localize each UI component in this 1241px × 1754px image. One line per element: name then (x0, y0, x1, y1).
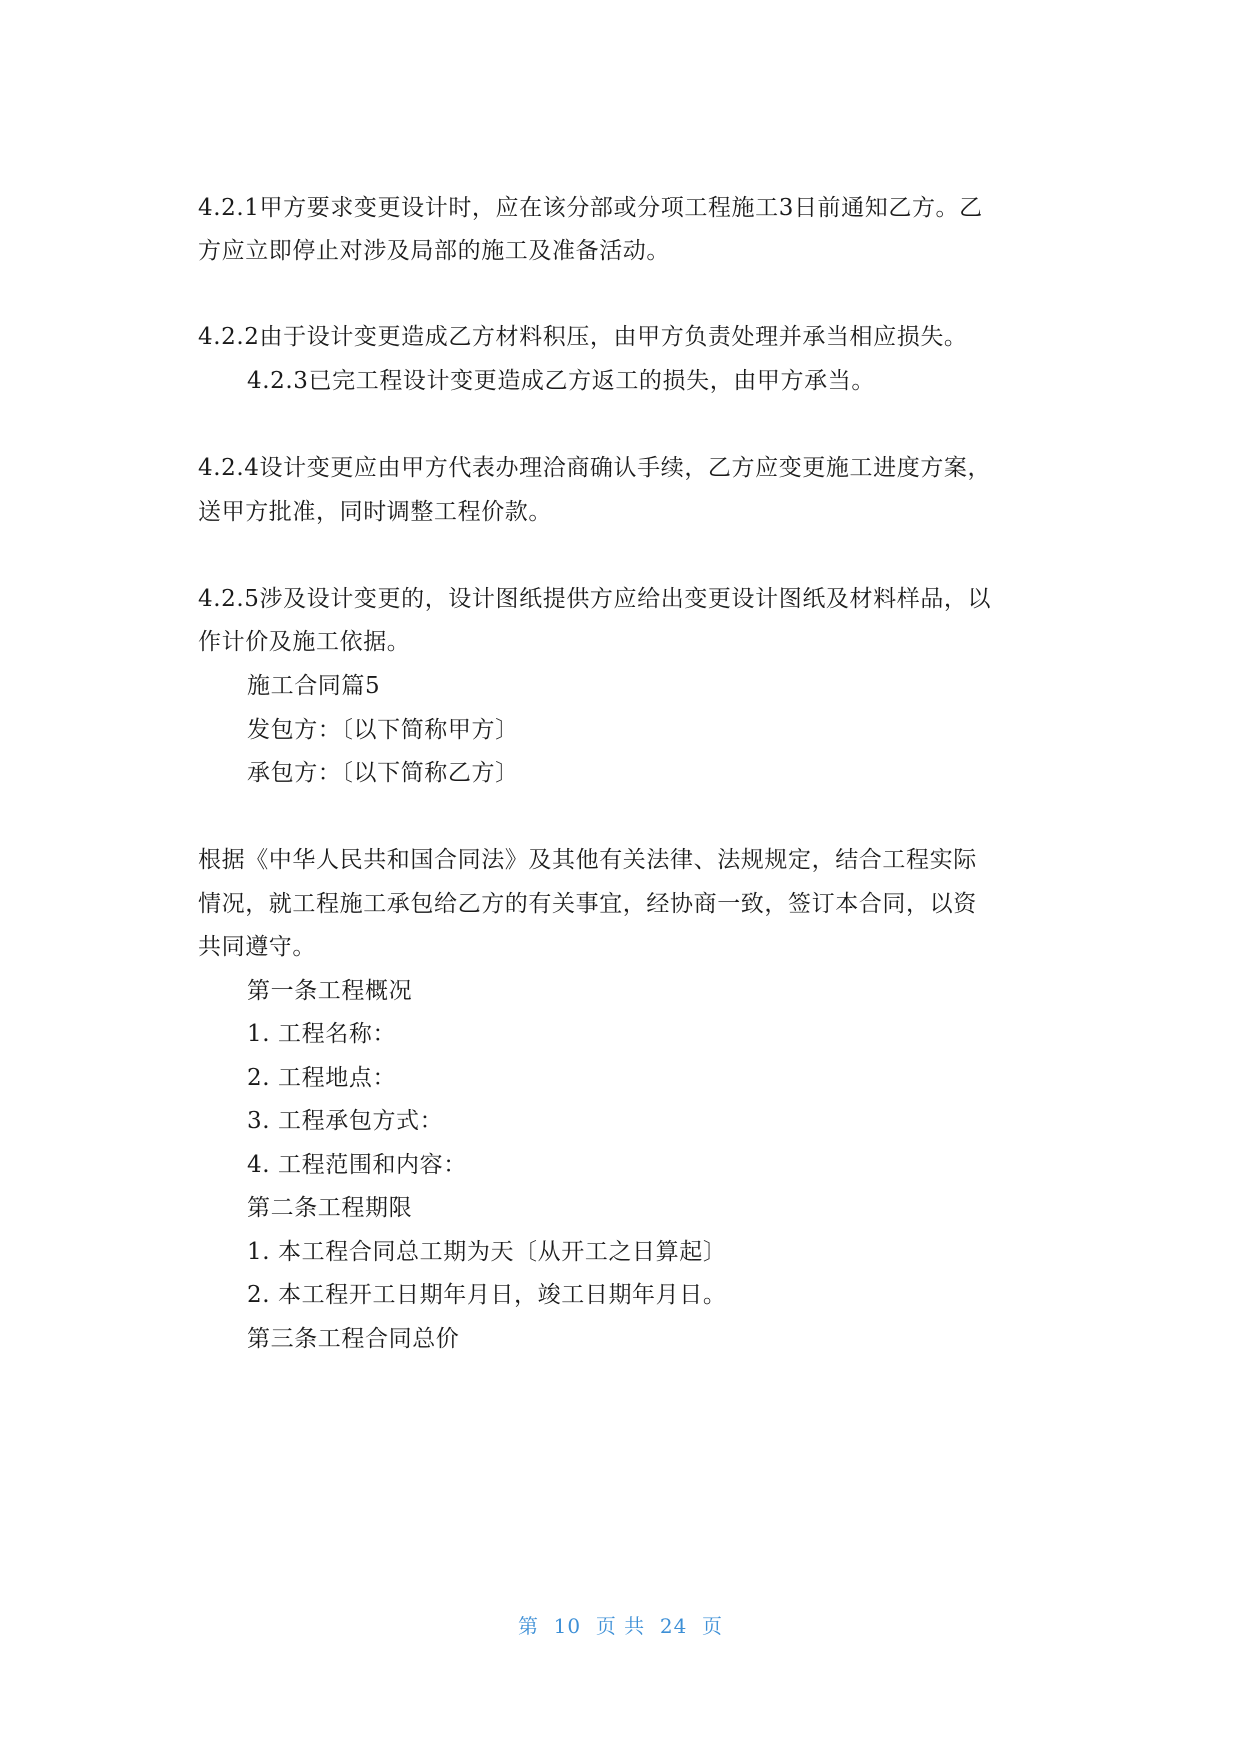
list-item: 1. 工程名称： (247, 1021, 397, 1047)
paragraph-line: 4.2.2由于设计变更造成乙方材料积压，由甲方负责处理并承当相应损失。 (198, 324, 968, 350)
list-item: 3. 工程承包方式： (247, 1108, 444, 1134)
page-number-footer: 第 10 页 共 24 页 (517, 1614, 724, 1638)
party-line: 承包方：〔以下简称乙方〕 (247, 760, 519, 786)
party-line: 发包方：〔以下简称甲方〕 (247, 717, 519, 743)
list-item: 1. 本工程合同总工期为天〔从开工之日算起〕 (247, 1239, 727, 1265)
paragraph-line: 方应立即停止对涉及局部的施工及准备活动。 (198, 238, 670, 264)
paragraph-line: 4.2.4设计变更应由甲方代表办理洽商确认手续，乙方应变更施工进度方案， (198, 455, 992, 481)
article-heading: 第三条工程合同总价 (247, 1326, 460, 1352)
article-heading: 第二条工程期限 (247, 1195, 413, 1221)
paragraph-line: 4.2.5涉及设计变更的，设计图纸提供方应给出变更设计图纸及材料样品，以 (198, 586, 992, 612)
list-item: 2. 工程地点： (247, 1065, 397, 1091)
list-item: 2. 本工程开工日期年月日，竣工日期年月日。 (247, 1282, 727, 1308)
paragraph-line: 共同遵守。 (198, 934, 316, 960)
section-heading: 施工合同篇5 (247, 673, 381, 699)
article-heading: 第一条工程概况 (247, 978, 413, 1004)
paragraph-line: 4.2.3已完工程设计变更造成乙方返工的损失，由甲方承当。 (247, 368, 875, 394)
paragraph-line: 根据《中华人民共和国合同法》及其他有关法律、法规规定，结合工程实际 (198, 847, 977, 873)
paragraph-line: 作计价及施工依据。 (198, 629, 411, 655)
paragraph-line: 情况，就工程施工承包给乙方的有关事宜，经协商一致，签订本合同，以资 (198, 891, 977, 917)
paragraph-line: 送甲方批准，同时调整工程价款。 (198, 499, 552, 525)
list-item: 4. 工程范围和内容： (247, 1152, 467, 1178)
paragraph-line: 4.2.1甲方要求变更设计时，应在该分部或分项工程施工3日前通知乙方。乙 (198, 195, 983, 221)
